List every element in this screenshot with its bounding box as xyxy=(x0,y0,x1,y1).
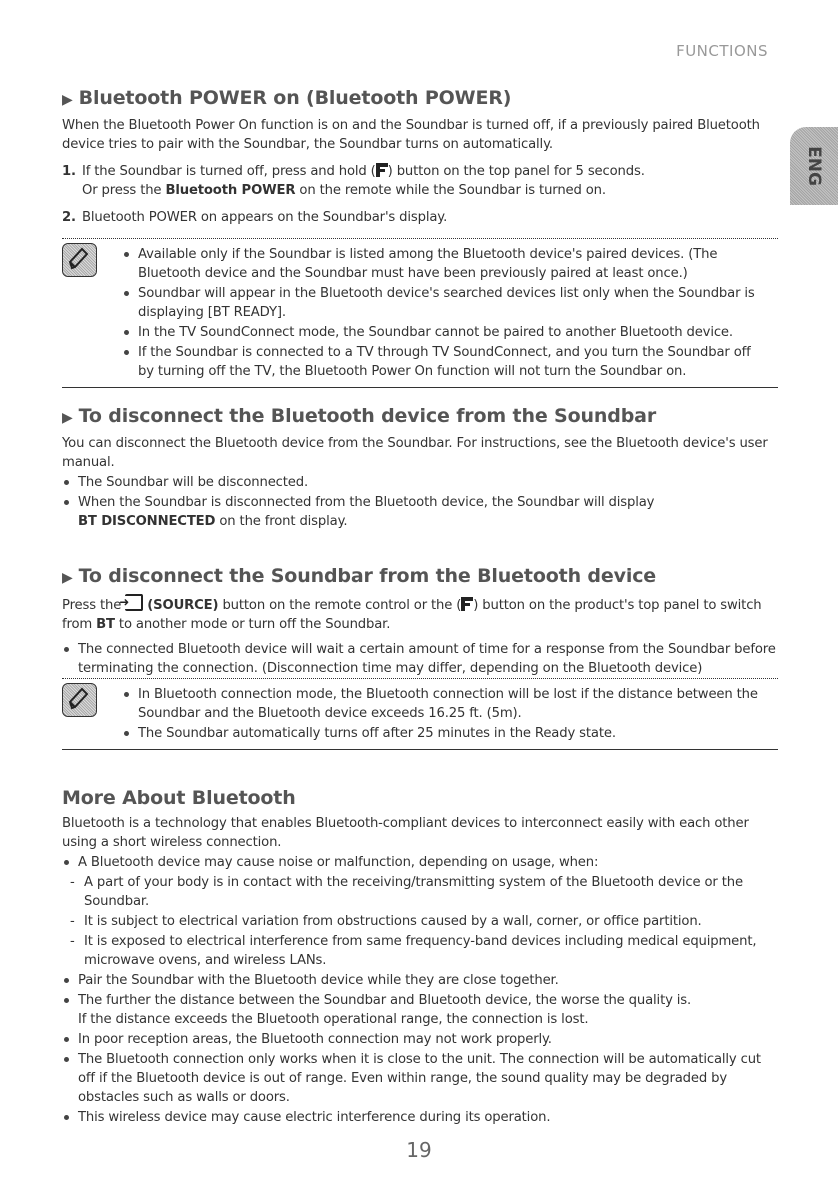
list-item: The Soundbar will be disconnected. xyxy=(62,473,778,492)
note-box-2 xyxy=(62,678,778,750)
list-item: In poor reception areas, the Bluetooth connection may not work properly. xyxy=(62,1030,778,1049)
source-icon xyxy=(125,594,143,611)
heading: ▶ To disconnect the Bluetooth device from the Soundbar xyxy=(62,405,657,427)
dash-item: - It is exposed to electrical interference from same frequency-band devices including medical equipment, microwave ovens, and wireless LANs. xyxy=(62,932,778,970)
dash-item: - A part of your body is in contact with the receiving/transmitting system of the Bluetooth device or the Soundbar. xyxy=(62,873,778,911)
note-box-1 xyxy=(62,238,778,388)
heading: ▶ Bluetooth POWER on (Bluetooth POWER) xyxy=(62,87,512,109)
note-item: Available only if the Soundbar is listed among the Bluetooth device's paired devices. (The Bluetooth device and the Soundbar must have been previously paired at least once.) xyxy=(122,245,768,283)
section-header: FUNCTIONS xyxy=(676,42,768,60)
section-disconnect-device: ▶ To disconnect the Bluetooth device from the Soundbar You can disconnect the Bluetooth device from the Soundbar. For instructions, see the Bluetooth device's user manual. The Soundbar will be disconnected. When the Soundbar is disconnected from the Bluetooth device, the Soundbar will display BT DISCONNECTED on the front display. xyxy=(62,404,778,531)
note-item: If the Soundbar is connected to a TV through TV SoundConnect, and you turn the Soundbar off by turning off the TV, the Bluetooth Power On function will not turn the Soundbar on. xyxy=(122,343,768,381)
language-tab: ENG xyxy=(790,127,838,205)
triangle-icon: ▶ xyxy=(62,92,73,108)
note-pencil-icon xyxy=(62,243,97,277)
intro: When the Bluetooth Power On function is on and the Soundbar is turned off, if a previously paired Bluetooth device tries to pair with the Soundbar, the Soundbar turns on automatically. xyxy=(62,118,760,152)
note-pencil-icon xyxy=(62,683,97,717)
list-item: The Bluetooth connection only works when it is close to the unit. The connection will be automatically cut off if the Bluetooth device is out of range. Even within range, the sound quality may be degraded by obstacles such as walls or doors. xyxy=(62,1050,778,1107)
triangle-icon: ▶ xyxy=(62,410,73,426)
function-button-icon xyxy=(376,163,388,177)
section-bluetooth-power xyxy=(62,86,778,227)
list-item: Pair the Soundbar with the Bluetooth device while they are close together. xyxy=(62,971,778,990)
note-item: In the TV SoundConnect mode, the Soundbar cannot be paired to another Bluetooth device. xyxy=(122,323,768,342)
triangle-icon: ▶ xyxy=(62,570,73,586)
note-item: Soundbar will appear in the Bluetooth device's searched devices list only when the Soundbar is displaying [BT READY]. xyxy=(122,284,768,322)
page-number: 19 xyxy=(406,1138,432,1162)
list-item: This wireless device may cause electric interference during its operation. xyxy=(62,1108,778,1127)
step-1: 1. If the Soundbar is turned off, press and hold ( ) button on the top panel for 5 seconds. Or press the Bluetooth POWER on the remote while the Soundbar is turned on. xyxy=(62,164,645,198)
list-item: The connected Bluetooth device will wait a certain amount of time for a response from the Soundbar before terminating the connection. (Disconnection time may differ, depending on the Bluetooth device) xyxy=(62,640,778,678)
function-button-icon xyxy=(461,597,473,611)
heading: More About Bluetooth xyxy=(62,787,296,809)
section-disconnect-soundbar: ▶ To disconnect the Soundbar from the Bluetooth device Press the ➜ (SOURCE) button on the remote control or the ( ) button on the product's top panel to switch from BT to another mode or turn off the Soundbar. The connected Bluetooth device will wait a certain amount of time for a response from the Soundbar before terminating the connection. (Disconnection time may differ, depending on the Bluetooth device) xyxy=(62,564,778,678)
dash-item: - It is subject to electrical variation from obstructions caused by a wall, corner, or office partition. xyxy=(62,912,778,931)
section-more-about-bluetooth: More About Bluetooth Bluetooth is a technology that enables Bluetooth-compliant devices to interconnect easily with each other using a short wireless connection. A Bluetooth device may cause noise or malfunction, depending on usage, when: - A part of your body is in contact with the receiving/transmitting system of the Bluetooth device or the Soundbar. - It is subject to electrical variation from obstructions caused by a wall, corner, or office partition. - It is exposed to electrical interference from same frequency-band devices including medical equipment, microwave ovens, and wireless LANs. Pair the Soundbar with the Bluetooth device while they are close together. The further the distance between the Soundbar and Bluetooth device, the worse the quality is. If the distance exceeds the Bluetooth operational range, the connection is lost. In poor reception areas, the Bluetooth connection may not work properly. The Bluetooth connection only works when it is close to the unit. The connection will be automatically cut off if the Bluetooth device is out of range. Even within range, the sound quality may be degraded by obstacles such as walls or doors. This wireless device may cause electric interference during its operation. xyxy=(62,786,778,1127)
list-item: A Bluetooth device may cause noise or malfunction, depending on usage, when: - A part of your body is in contact with the receiving/transmitting system of the Bluetooth device or the Soundbar. - It is subject to electrical variation from obstructions caused by a wall, corner, or office partition. - It is exposed to electrical interference from same frequency-band devices including medical equipment, microwave ovens, and wireless LANs. xyxy=(62,853,778,970)
heading: ▶ To disconnect the Soundbar from the Bluetooth device xyxy=(62,565,657,587)
list-item: The further the distance between the Soundbar and Bluetooth device, the worse the quality is. If the distance exceeds the Bluetooth operational range, the connection is lost. xyxy=(62,991,778,1029)
list-item: When the Soundbar is disconnected from the Bluetooth device, the Soundbar will display BT DISCONNECTED on the front display. xyxy=(62,493,778,531)
note-item: The Soundbar automatically turns off after 25 minutes in the Ready state. xyxy=(122,724,768,743)
step-2: 2. Bluetooth POWER on appears on the Soundbar's display. xyxy=(62,210,448,225)
note-item: In Bluetooth connection mode, the Bluetooth connection will be lost if the distance between the Soundbar and the Bluetooth device exceeds 16.25 ft. (5m). xyxy=(122,685,768,723)
